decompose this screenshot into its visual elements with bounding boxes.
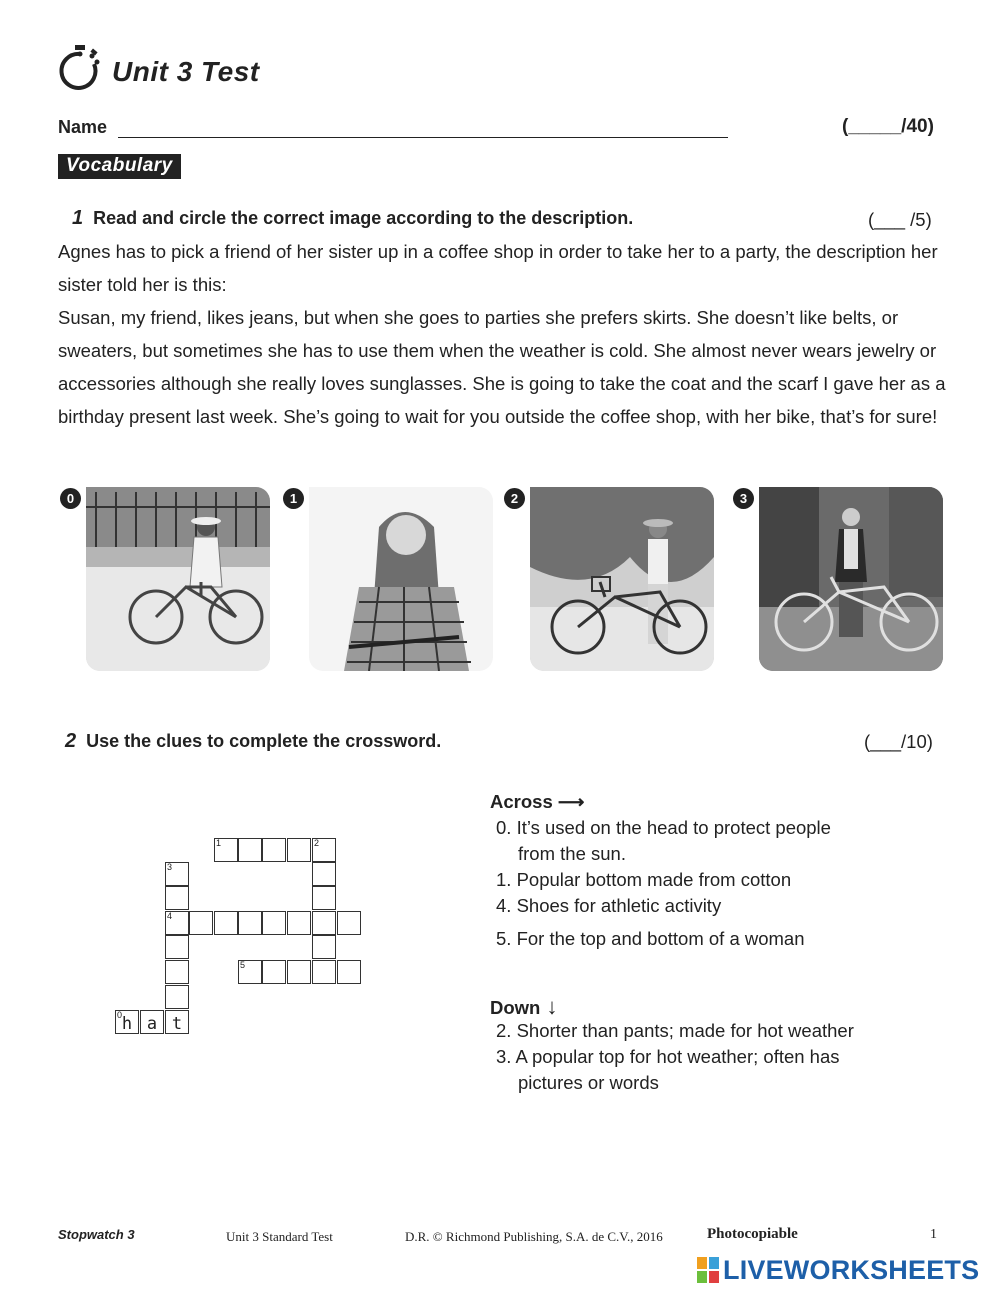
crossword-cell[interactable]: a [140, 1010, 164, 1034]
across-clue: 4. Shoes for athletic activity [496, 895, 722, 916]
question-2-heading [65, 730, 441, 753]
question-1-heading [72, 207, 633, 230]
question-1-intro: Agnes has to pick a friend of her sister up in a coffee shop in order to take her to a party, the description her sister told her is this: [58, 241, 938, 295]
option-image-0[interactable] [86, 487, 270, 671]
crossword-cell[interactable]: 5 [238, 960, 262, 984]
crossword-cell[interactable] [189, 911, 213, 935]
stopwatch-icon [58, 44, 104, 96]
across-heading: Across ⟶ [490, 791, 585, 812]
crossword-cell[interactable] [287, 838, 311, 862]
image-number-3: 3 [733, 488, 754, 509]
crossword-cell[interactable]: 0 h [115, 1010, 139, 1034]
image-number-0: 0 [60, 488, 81, 509]
crossword-cell[interactable] [287, 911, 311, 935]
total-score: (_____/40) [842, 116, 934, 137]
arrow-down-icon: ↓ [540, 994, 558, 1019]
crossword-cell[interactable] [312, 886, 336, 910]
footer-page-number: 1 [930, 1227, 937, 1242]
crossword-cell[interactable] [337, 960, 361, 984]
crossword-cell[interactable]: 4 [165, 911, 189, 935]
image-number-2: 2 [504, 488, 525, 509]
across-clue: 5. For the top and bottom of a woman [496, 928, 805, 949]
across-clue: 0. It’s used on the head to protect people [496, 817, 831, 838]
name-input-line[interactable] [118, 137, 728, 138]
crossword-cell[interactable] [214, 911, 238, 935]
arrow-right-icon: ⟶ [552, 791, 585, 812]
question-1-instruction: Read and circle the correct image according to the description. [93, 208, 634, 228]
crossword-cell[interactable] [238, 911, 262, 935]
crossword-cell[interactable] [165, 886, 189, 910]
option-image-3[interactable] [759, 487, 943, 671]
crossword-cell[interactable] [262, 838, 286, 862]
question-1-number: 1 [72, 207, 84, 229]
across-clue: 1. Popular bottom made from cotton [496, 869, 792, 890]
down-heading: Down ↓ [490, 994, 558, 1019]
crossword-cell[interactable]: t [165, 1010, 189, 1034]
crossword-cell[interactable] [287, 960, 311, 984]
crossword-cell[interactable] [312, 960, 336, 984]
crossword-cell[interactable] [262, 911, 286, 935]
crossword-cell[interactable] [312, 935, 336, 959]
page-title: Unit 3 Test [112, 56, 260, 87]
footer-photocopiable: Photocopiable [707, 1226, 798, 1242]
crossword-cell[interactable] [337, 911, 361, 935]
crossword-cell[interactable] [312, 862, 336, 886]
crossword-cell[interactable] [165, 985, 189, 1009]
down-clue: 3. A popular top for hot weather; often has [496, 1046, 840, 1067]
question-1-score: (___ /5) [868, 209, 932, 230]
question-2-instruction: Use the clues to complete the crossword. [86, 731, 442, 751]
name-label: Name [58, 117, 108, 137]
liveworksheets-logo-icon [697, 1257, 719, 1283]
crossword-cell[interactable]: 2 [312, 838, 336, 862]
question-1-description: Susan, my friend, likes jeans, but when she goes to parties she prefers skirts. She doesn’t like belts, or sweaters, but sometimes she has to use them when the weather is cold. She almost never wears jewelry or accessories although she really loves sunglasses. She is going to take the coat and the scarf I gave her as a birthday present last week. She’s going to wait for you outside the coffee shop, with her bike, that’s for sure! [58, 307, 946, 427]
footer-brand-logo: Stopwatch 3 [58, 1227, 135, 1242]
crossword-cell[interactable] [238, 838, 262, 862]
question-2-number: 2 [65, 730, 77, 752]
crossword-cell[interactable]: 3 [165, 862, 189, 886]
option-image-1[interactable] [309, 487, 493, 671]
crossword-cell[interactable] [165, 960, 189, 984]
image-number-1: 1 [283, 488, 304, 509]
footer-test-name: Unit 3 Standard Test [226, 1229, 333, 1244]
crossword-cell[interactable] [312, 911, 336, 935]
footer-copyright: D.R. © Richmond Publishing, S.A. de C.V., 2016 [405, 1229, 663, 1244]
crossword-cell[interactable]: 1 [214, 838, 238, 862]
down-clue: 2. Shorter than pants; made for hot weather [496, 1020, 854, 1041]
question-2-score: (___/10) [864, 731, 933, 752]
down-clue-continued: pictures or words [518, 1072, 659, 1093]
crossword-cell[interactable] [165, 935, 189, 959]
section-badge: Vocabulary [58, 154, 181, 179]
option-image-2[interactable] [530, 487, 714, 671]
watermark: LIVEWORKSHEETS [723, 1255, 980, 1285]
across-clue-continued: from the sun. [518, 843, 626, 864]
crossword-cell[interactable] [262, 960, 286, 984]
